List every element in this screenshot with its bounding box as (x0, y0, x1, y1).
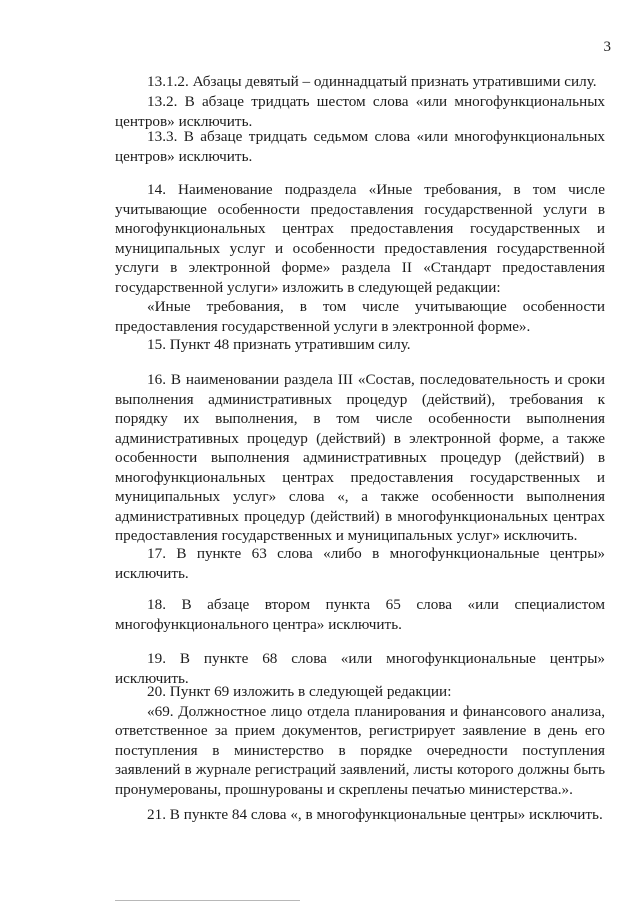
item-15 (115, 335, 605, 355)
paragraph: 16. В наименовании раздела III «Состав, последовательность и сроки выполнения административных процедур (действий), требования к порядку их выполнения, в том числе особенности выполнения административных процедур (действий) в электронной форме, а также особенности выполнения административных процедур (действий) в многофункциональных центрах предоставления государственных и муниципальных услуг» слова «, а также особенности выполнения административных процедур (действий) в многофункциональных центрах предоставления государственных и муниципальных услуг» исключить. (115, 371, 605, 544)
item-16 (115, 370, 605, 546)
item-20 (115, 682, 605, 799)
item-13-1-2 (115, 72, 605, 92)
paragraph: 13.2. В абзаце тридцать шестом слова «или многофункциональных центров» исключить. (115, 93, 605, 130)
item-13-2 (115, 92, 605, 131)
quote-paragraph: «69. Должностное лицо отдела планирования и финансового анализа, ответственное за прием документов, регистрирует заявление в день его поступления в министерство в порядке очередности поступления заявлений в журнале регистраций заявлений, листы которого должны быть пронумерованы, прошнурованы и скреплены печатью министерства.». (115, 702, 605, 798)
paragraph: 18. В абзаце втором пункта 65 слова «или специалистом многофункционального центра» исключить. (115, 596, 605, 633)
paragraph: 13.1.2. Абзацы девятый – одиннадцатый признать утратившими силу. (147, 73, 597, 90)
paragraph: 14. Наименование подраздела «Иные требования, в том числе учитывающие особенности предоставления государственной услуги в многофункциональных центрах предоставления государственных и муниципальных услуг и особенности предоставления государственной услуги в электронной форме» раздела II «Стандарт предоставления государственной услуги» изложить в следующей редакции: (115, 181, 605, 296)
paragraph: 19. В пункте 68 слова «или многофункциональные центры» исключить. (115, 650, 605, 687)
paragraph: 15. Пункт 48 признать утратившим силу. (147, 336, 411, 353)
paragraph: 21. В пункте 84 слова «, в многофункциональные центры» исключить. (147, 806, 603, 823)
paragraph: 13.3. В абзаце тридцать седьмом слова «или многофункциональных центров» исключить. (115, 128, 605, 165)
paragraph: 17. В пункте 63 слова «либо в многофункциональные центры» исключить. (115, 545, 605, 582)
footer-divider (115, 900, 300, 901)
item-17 (115, 544, 605, 583)
item-14 (115, 180, 605, 336)
item-21 (115, 805, 605, 825)
paragraph: 20. Пункт 69 изложить в следующей редакции: (147, 683, 452, 700)
item-18 (115, 595, 605, 634)
page-number: 3 (603, 39, 611, 55)
quote-paragraph: «Иные требования, в том числе учитывающие особенности предоставления государственной услуги в электронной форме». (115, 298, 605, 335)
item-13-3 (115, 127, 605, 166)
